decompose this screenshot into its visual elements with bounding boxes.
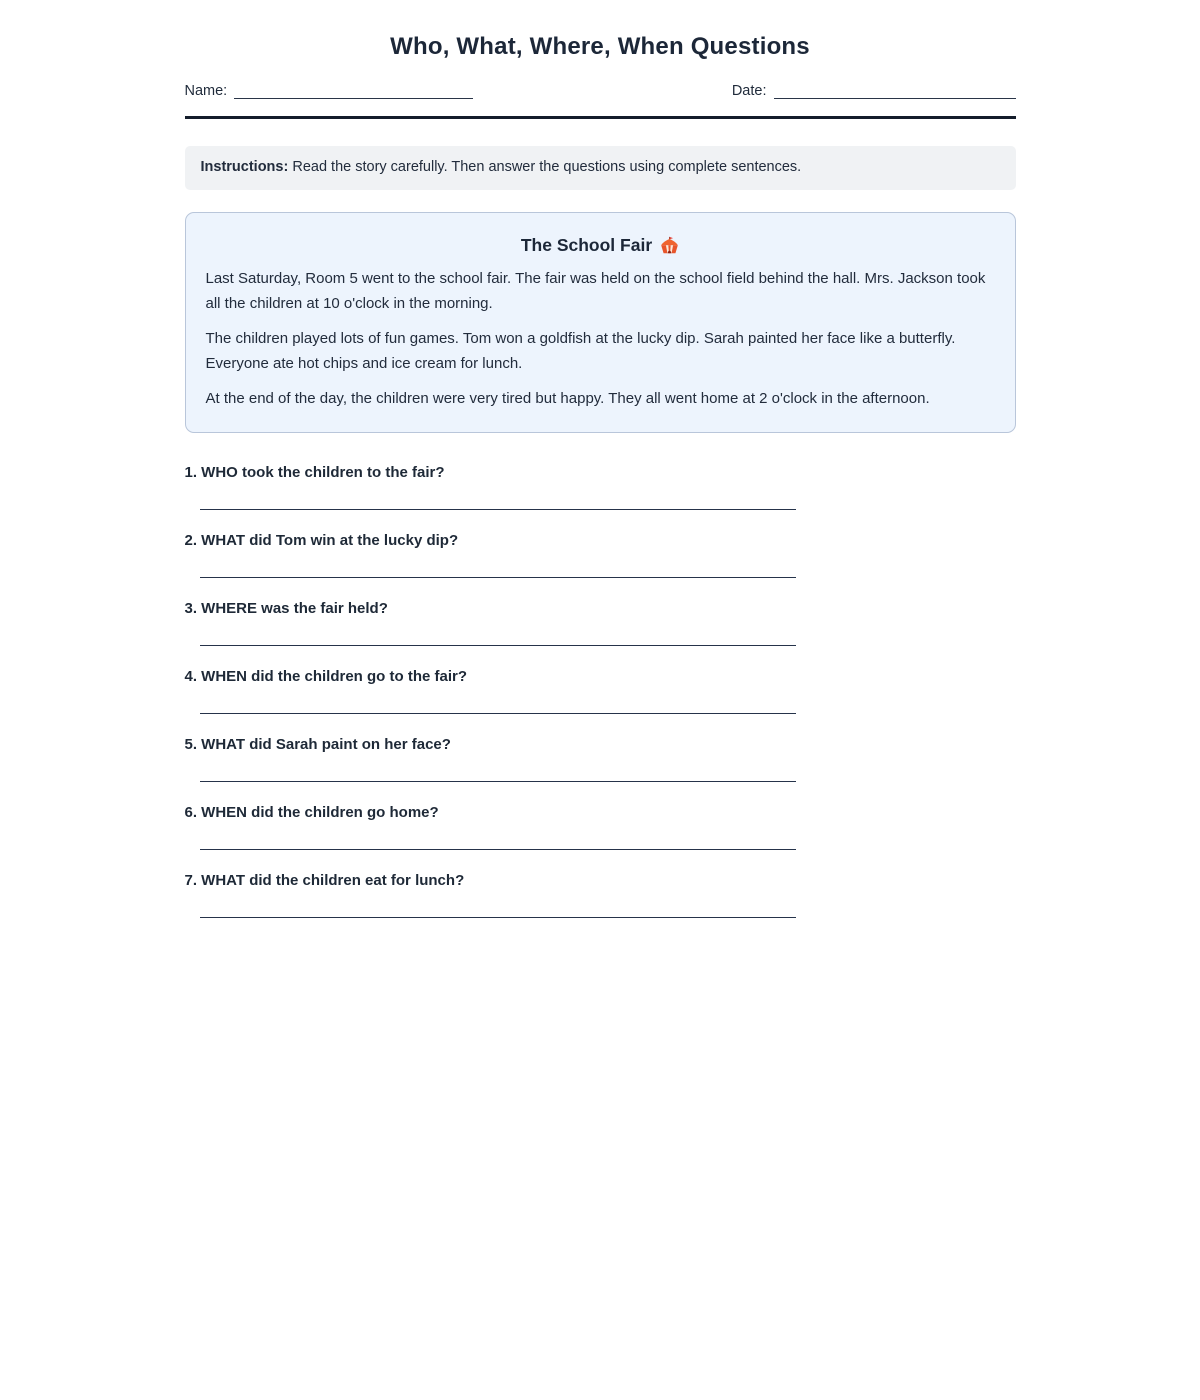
instructions-box xyxy=(185,146,1016,190)
story-title-text: The School Fair xyxy=(520,234,653,255)
name-label: Name: xyxy=(184,83,228,99)
worksheet-page xyxy=(185,0,1016,918)
header-divider xyxy=(185,116,1016,119)
question-block xyxy=(185,600,1016,646)
date-input-line[interactable] xyxy=(774,84,1016,99)
question-text: 7. WHAT did the children eat for lunch? xyxy=(184,871,465,889)
answer-line[interactable] xyxy=(200,713,796,714)
question-text: 3. WHERE was the fair held? xyxy=(184,599,388,617)
question-block xyxy=(185,464,1016,510)
answer-line[interactable] xyxy=(200,577,796,578)
question-text: 4. WHEN did the children go to the fair? xyxy=(184,667,468,685)
question-text: 6. WHEN did the children go home? xyxy=(184,803,439,821)
date-field xyxy=(732,83,1016,99)
answer-line[interactable] xyxy=(200,849,796,850)
instructions-label: Instructions: xyxy=(200,159,289,175)
answer-line[interactable] xyxy=(200,781,796,782)
story-paragraph: Last Saturday, Room 5 went to the school fair. The fair was held on the school field behind the hall. Mrs. Jackson took all the children at 10 o'clock in the morning. xyxy=(205,269,986,312)
question-text: 1. WHO took the children to the fair? xyxy=(184,463,445,481)
date-label: Date: xyxy=(731,83,767,99)
story-box xyxy=(185,212,1016,433)
question-block xyxy=(185,804,1016,850)
answer-line[interactable] xyxy=(200,917,796,918)
questions-section xyxy=(185,464,1016,918)
question-text: 2. WHAT did Tom win at the lucky dip? xyxy=(184,531,459,549)
story-paragraph: The children played lots of fun games. Tom won a goldfish at the lucky dip. Sarah painted her face like a butterfly. Everyone ate hot chips and ice cream for lunch. xyxy=(205,329,956,373)
circus-tent-icon xyxy=(660,236,679,255)
answer-line[interactable] xyxy=(200,509,796,510)
question-block xyxy=(185,668,1016,714)
name-field xyxy=(185,83,474,99)
story-title xyxy=(206,235,995,256)
story-paragraphs xyxy=(206,266,995,412)
question-block xyxy=(185,736,1016,782)
answer-line[interactable] xyxy=(200,645,796,646)
instructions-text: Read the story carefully. Then answer the questions using complete sentences. xyxy=(292,159,802,175)
name-date-row xyxy=(185,83,1016,99)
question-text: 5. WHAT did Sarah paint on her face? xyxy=(184,735,451,753)
question-block xyxy=(185,532,1016,578)
name-input-line[interactable] xyxy=(234,84,473,99)
page-title: Who, What, Where, When Questions xyxy=(390,33,810,60)
story-paragraph: At the end of the day, the children were very tired but happy. They all went home at 2 o'clock in the afternoon. xyxy=(205,390,930,408)
question-block xyxy=(185,872,1016,918)
